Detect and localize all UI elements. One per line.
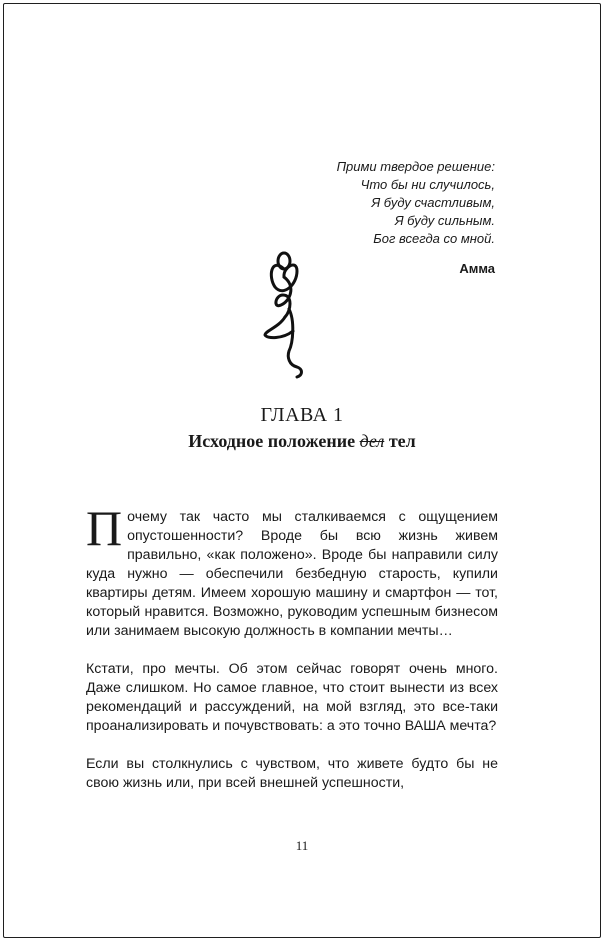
chapter-title-struck: дел [359, 431, 385, 451]
epigraph-line: Прими твердое решение: [336, 159, 495, 174]
paragraph: Кстати, про мечты. Об этом сейчас говорят очень много. Даже слишком. Но самое главное, что стоит вынести из всех рекомендаций и рассуждений, на мой взгляд, это все-таки проанализировать и почувствовать: а это точно ВАША мечта? [86, 661, 498, 734]
chapter-title-start: Исходное положение [188, 431, 360, 451]
page-number: 11 [295, 838, 309, 853]
drop-cap: П [86, 500, 123, 556]
epigraph-line: Я буду сильным. [394, 213, 495, 228]
chapter-number: ГЛАВА 1 [260, 404, 344, 426]
epigraph-line: Бог всегда со мной. [373, 231, 495, 246]
chapter-title [0, 431, 604, 452]
epigraph-author: Амма [459, 261, 495, 276]
chapter-title-end: тел [384, 431, 416, 451]
epigraph-line: Я буду счастливым, [371, 195, 495, 210]
paragraph [86, 500, 498, 641]
paragraph: Если вы столкнулись с чувством, что живете будто бы не свою жизнь или, при всей внешней успешности, [86, 756, 498, 791]
body-text [86, 500, 498, 812]
epigraph-line: Что бы ни случилось, [360, 177, 495, 192]
paragraph-text: очему так часто мы сталкиваемся с ощущением опустошенности? Вроде бы всю жизнь живем правильно, «как положено». Вроде бы направили силу куда нужно — обеспечили безбедную старость, купили квартиры детям. Имеем хорошую машину и смартфон — тот, который нравится. Возможно, руководим успешным бизнесом или занимаем высокую должность в компании мечты… [86, 509, 498, 639]
yoga-figure-icon [253, 247, 313, 382]
epigraph [195, 158, 495, 248]
